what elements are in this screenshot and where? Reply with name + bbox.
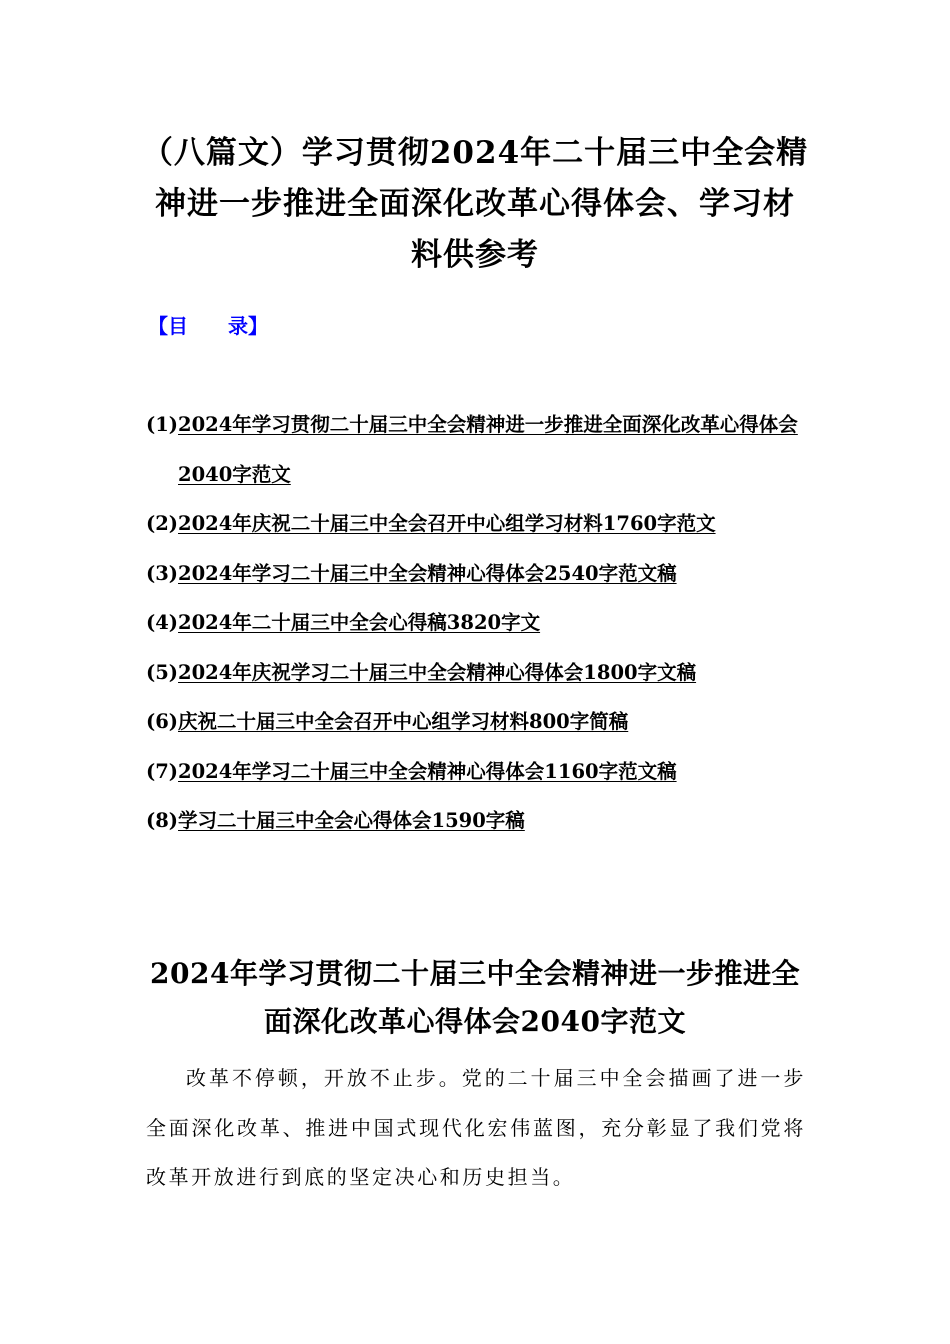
toc-item-3 xyxy=(146,559,806,588)
toc-item-4 xyxy=(146,608,806,637)
table-of-contents xyxy=(146,410,806,856)
toc-link-8[interactable]: 学习二十届三中全会心得体会1590字稿 xyxy=(178,809,525,832)
toc-link-2[interactable]: 2024年庆祝二十届三中全会召开中心组学习材料1760字范文 xyxy=(178,512,716,535)
toc-link-7[interactable]: 2024年学习二十届三中全会精神心得体会1160字范文稿 xyxy=(178,759,677,783)
toc-heading: 【目 录】 xyxy=(148,314,268,338)
toc-item-number: (4) xyxy=(146,611,179,634)
toc-link-5[interactable]: 2024年庆祝学习二十届三中全会精神心得体会1800字文稿 xyxy=(178,660,697,684)
toc-link-4[interactable]: 2024年二十届三中全会心得稿3820字文 xyxy=(178,611,541,634)
toc-item-1 xyxy=(146,400,806,499)
toc-link-3[interactable]: 2024年学习二十届三中全会精神心得体会2540字范文稿 xyxy=(178,561,677,585)
toc-item-6 xyxy=(146,707,806,736)
toc-item-number: (2) xyxy=(146,512,179,535)
toc-item-7 xyxy=(146,757,806,786)
toc-item-5 xyxy=(146,658,806,687)
toc-item-number: (5) xyxy=(146,660,179,684)
toc-item-number: (6) xyxy=(146,710,179,733)
body-paragraph: 改革不停顿，开放不止步。党的二十届三中全会描画了进一步全面深化改革、推进中国式现代化宏伟蓝图，充分彰显了我们党将改革开放进行到底的坚定决心和历史担当。 xyxy=(146,1066,806,1189)
toc-item-number: (1) xyxy=(146,413,179,436)
toc-item-number: (3) xyxy=(146,561,179,585)
section-title: 2024年学习贯彻二十届三中全会精神进一步推进全面深化改革心得体会2040字范文 xyxy=(150,957,800,1038)
toc-link-6[interactable]: 庆祝二十届三中全会召开中心组学习材料800字简稿 xyxy=(178,710,629,733)
toc-item-8 xyxy=(146,806,806,835)
document-title: （八篇文）学习贯彻2024年二十届三中全会精神进一步推进全面深化改革心得体会、学习材料供参考 xyxy=(141,135,809,273)
toc-item-number: (8) xyxy=(146,809,179,832)
toc-item-2 xyxy=(146,509,806,538)
toc-link-1[interactable]: 2024年学习贯彻二十届三中全会精神进一步推进全面深化改革心得体会2040字范文 xyxy=(178,413,798,486)
toc-item-number: (7) xyxy=(146,759,179,783)
